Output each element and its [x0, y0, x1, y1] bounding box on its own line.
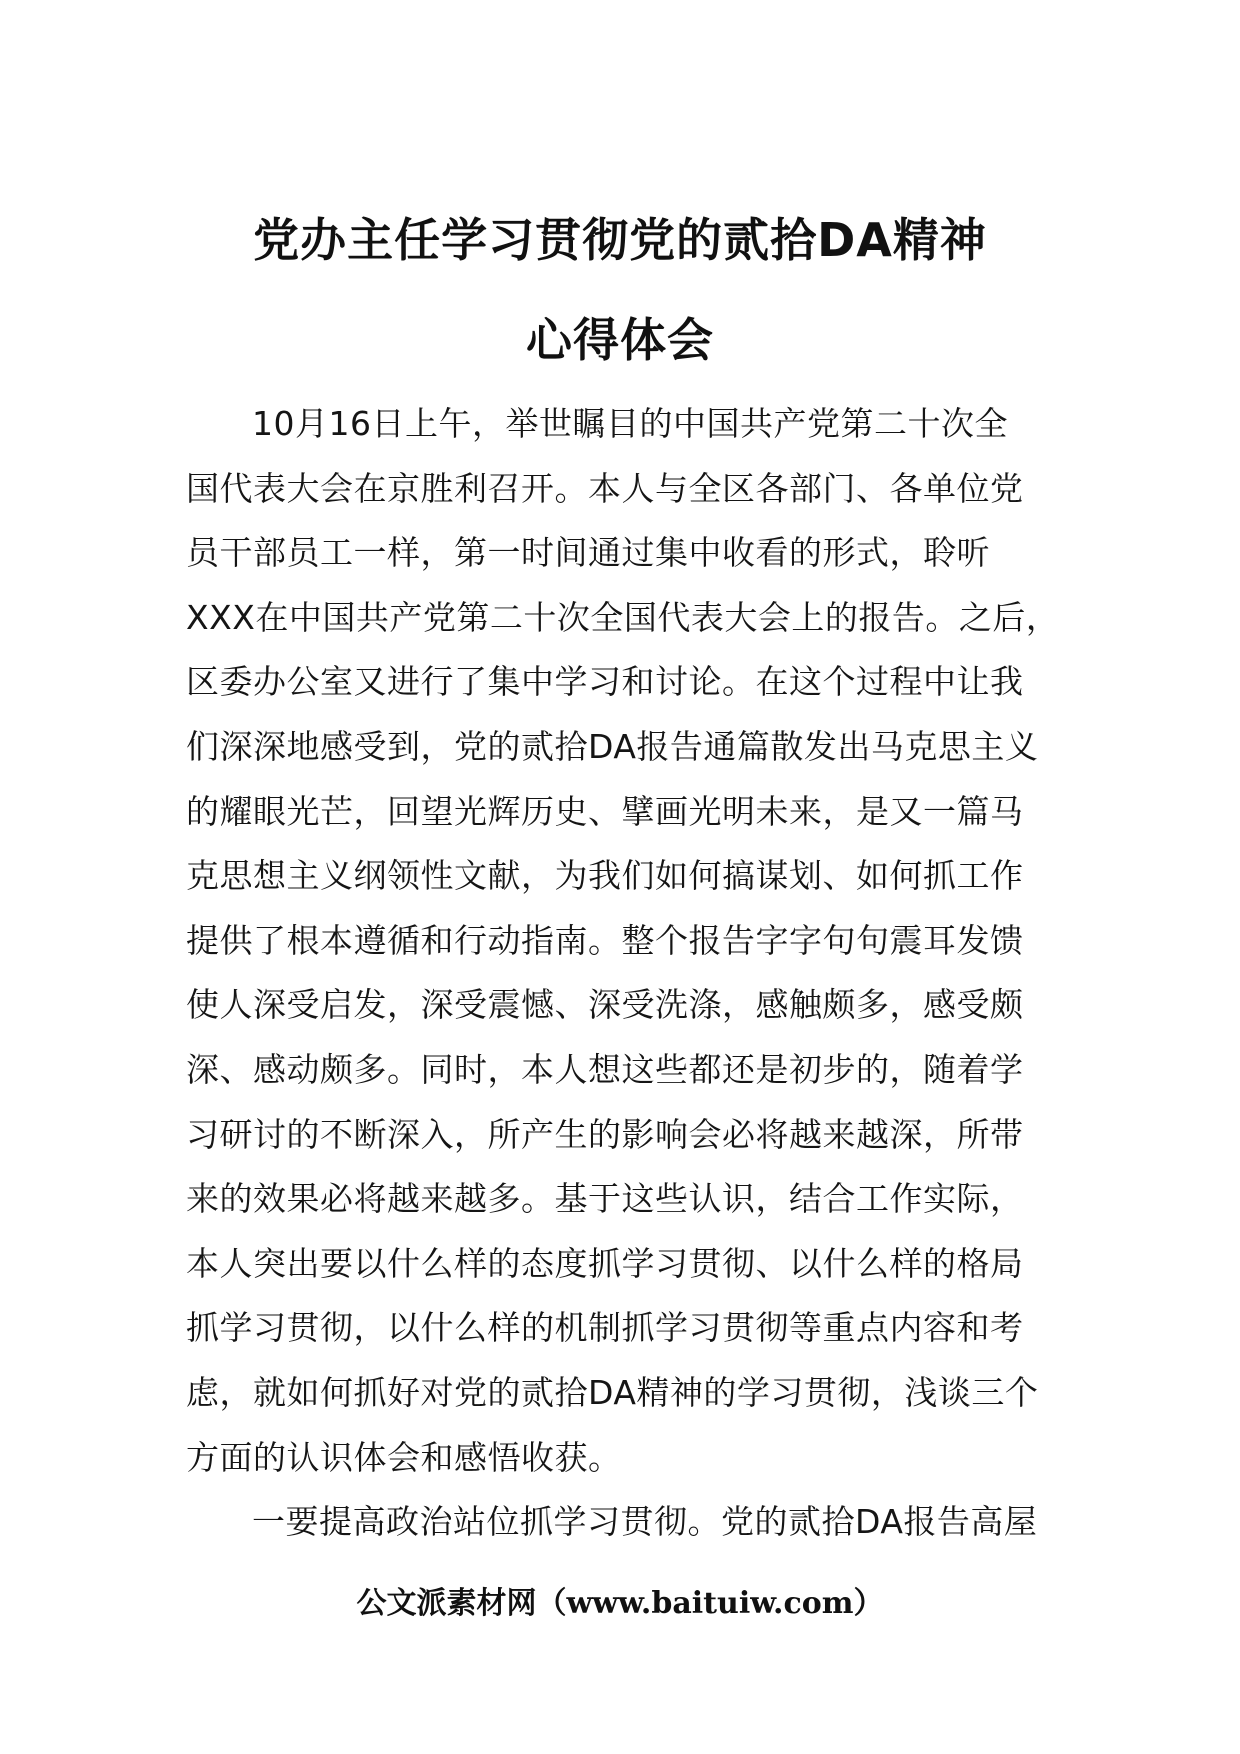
paragraph-1-line: 习研讨的不断深入，所产生的影响会必将越来越深，所带	[186, 1114, 1024, 1154]
paragraph-1-line: 们深深地感受到，党的贰拾DA报告通篇散发出马克思主义	[186, 726, 1039, 766]
paragraph-1-line: 10月16日上午，举世瞩目的中国共产党第二十次全	[252, 404, 1008, 443]
paragraph-2-line: 一要提高政治站位抓学习贯彻。党的贰拾DA报告高屋	[252, 1502, 1038, 1542]
paragraph-1-line: 国代表大会在京胜利召开。本人与全区各部门、各单位党	[186, 468, 1024, 508]
document-title	[0, 190, 1240, 390]
footer-source: 公文派素材网（www.baituiw.com）	[356, 1586, 884, 1621]
paragraph-1-line: 来的效果必将越来越多。基于这些认识，结合工作实际，	[186, 1179, 1024, 1219]
paragraph-1-line: 本人突出要以什么样的态度抓学习贯彻、以什么样的格局	[186, 1243, 1024, 1283]
title-line-1: 党办主任学习贯彻党的贰拾DA精神	[253, 213, 987, 267]
paragraph-1-line: 的耀眼光芒，回望光辉历史、擘画光明未来，是又一篇马	[186, 791, 1024, 831]
paragraph-1-line: 方面的认识体会和感悟收获。	[186, 1437, 622, 1477]
paragraph-1-line: 克思想主义纲领性文献，为我们如何搞谋划、如何抓工作	[186, 856, 1024, 896]
paragraph-1-line: 区委办公室又进行了集中学习和讨论。在这个过程中让我	[186, 662, 1024, 702]
document-body	[186, 392, 1066, 1555]
title-line-2: 心得体会	[526, 313, 714, 367]
paragraph-1-line: 虑，就如何抓好对党的贰拾DA精神的学习贯彻，浅谈三个	[186, 1372, 1039, 1412]
paragraph-1-line: 深、感动颇多。同时，本人想这些都还是初步的，随着学	[186, 1049, 1024, 1089]
paragraph-1-line: 抓学习贯彻，以什么样的机制抓学习贯彻等重点内容和考	[186, 1308, 1024, 1348]
paragraph-1-line: XXX在中国共产党第二十次全国代表大会上的报告。之后，	[186, 597, 1060, 637]
paragraph-1-line: 员干部员工一样，第一时间通过集中收看的形式，聆听	[186, 533, 990, 573]
paragraph-1-line: 提供了根本遵循和行动指南。整个报告字字句句震耳发馈	[186, 920, 1024, 960]
paragraph-1-line: 使人深受启发，深受震憾、深受洗涤，感触颇多，感受颇	[186, 985, 1024, 1025]
